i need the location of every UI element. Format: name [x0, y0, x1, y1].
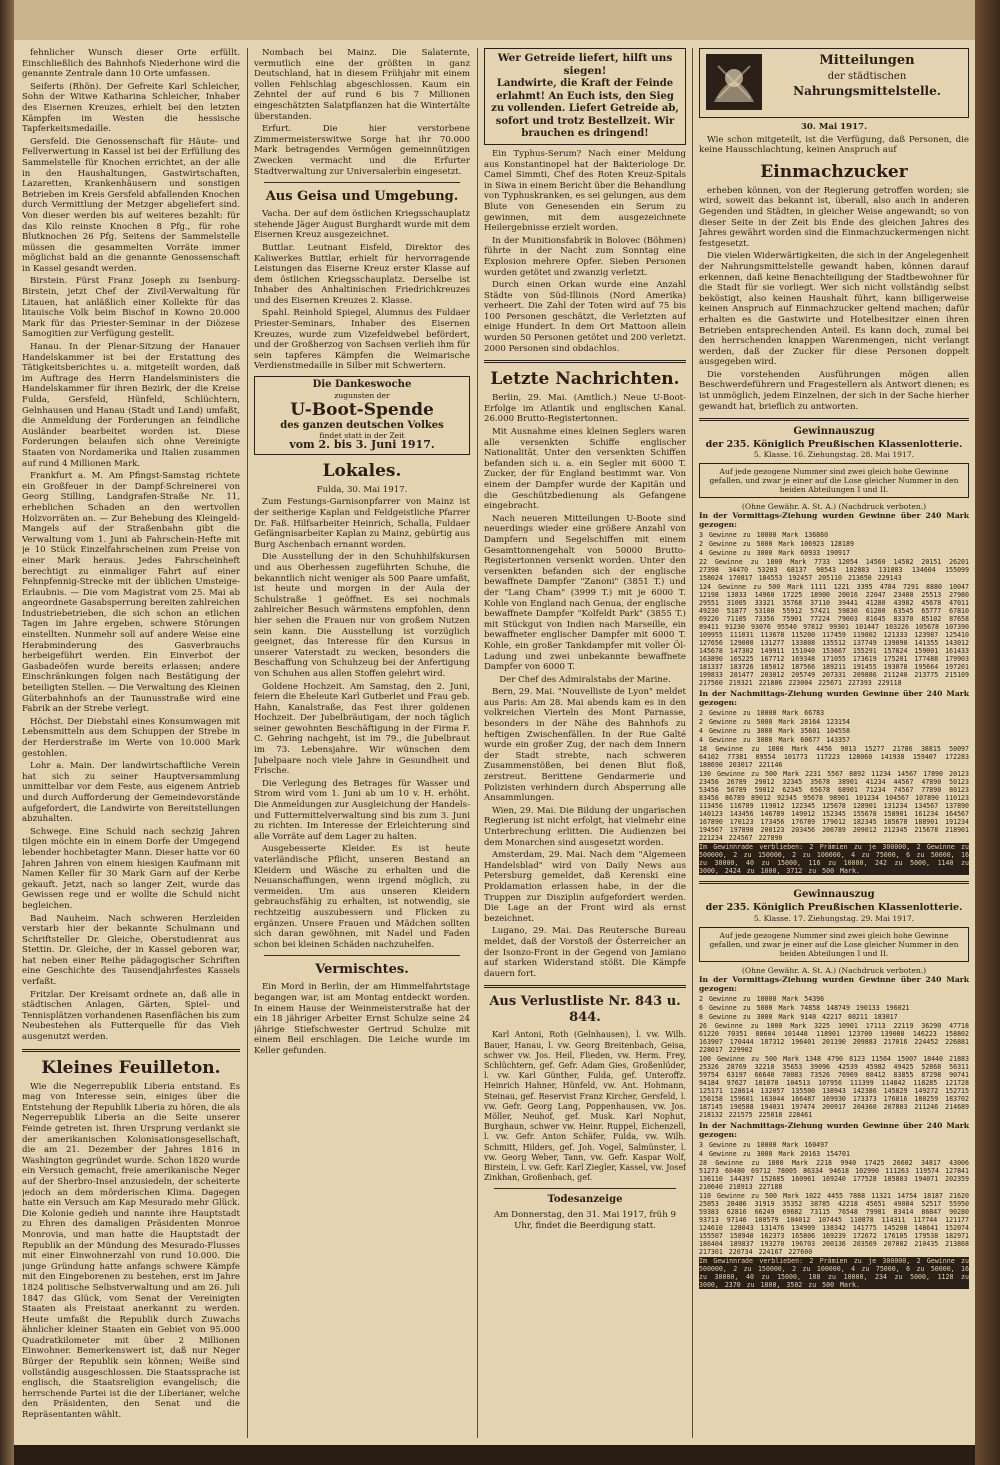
number-row: 26 Gewinne zu 1000 Mark 3225 10901 17113 22119 36290 47718 61220 70351 88604 101448 118901 123700 139008 146223 158802 163907 170444 187312 196401 201190 209883 217016 224452 226881 228017 229902: [699, 1021, 969, 1054]
number-row: 28 Gewinne zu 1000 Mark 2218 9940 17425 26602 34817 43006 51273 60480 69712 78005 86334 94618 102990 111263 119574 127841 136110 144397 152685 160961 169240 177528 185803 194071 202359 210640 218913 227188: [699, 1158, 969, 1191]
nahrungsmittelstelle-header: [699, 48, 969, 118]
number-row: 100 Gewinne zu 500 Mark 1348 4790 8123 11564 15007 18440 21883 25326 28769 32210 35653 39096 42539 45982 49425 52868 56311 59754 63197 66640 70083 73526 76969 80412 83855 87298 90741 94184 97627 101070 104513 107956 111399 114842 118285 121728 125171 128614 132057 135500 138943 142386 145829 149272 152715 156158 159601 163044 166487 169930 173373 176816 180259 183702 187145 190588 194031 197474 200917 204360 207803 211246 214689 218132 221575 225018 228461: [699, 1054, 969, 1119]
article-text: Fritzlar. Der Kreisamt ordnete an, daß alle in städtischen Anlagen, Gärten, Spiel- und Tennisplätzen vorhandenen Rasenflächen bis zum Neubestehen als Futterquelle für das Vieh ausgenutzt werden.: [22, 989, 240, 1043]
article-text: Frankfurt a. M. Am Pfingst-Samstag richtete ein Großfeuer in der Dampf-Schreinerei von Georg Stilling, Landgrafen-Straße Nr. 11, erheblichen Schaden an den wertvollen Holzvorräten an. — Zur Behebung des Kleingeld-Mangels auf der Straßenbahn gibt die Verwaltung vom 1. Juni ab Fahrschein-Hefte mit je 10 Stück Einzelfahrscheinen zum Preise von einer Mark heraus. Jedes Fahrscheinheft berechtigt zu einmaliger Fahrt auf einer Fehnpfennig-Strecke mit der üblichen Umsteige-Erlaubnis. — Die vom Magistrat vom 25. Mai ab angeordnete Gasabsperrung bereiten zahlreichen Industriebetrieben, die sich schon an etlichen Tagen im Jahre ergeben, schwere Störungen einstellten. Nunmehr soll auf andere Weise eine Herabminderung des Gasverbrauchs herbeigeführt werden. Ein Einverbot der Gasbadeöfen wurde bereits erlassen; andere Einschränkungen folgen nach Bestätigung der beteiligten Stellen. — Die Verwaltung des Kleinen Güterbahnhofs an der Taunusstraße wird eine Fabrik an der Strebe verlegt.: [22, 471, 240, 715]
notice-line: zugunsten der: [334, 390, 390, 400]
article-text: Wie die Negerrepublik Liberia entstand. Es mag von Interesse sein, einiges über die Entstehung der Republik Liberia zu hören, die als Negerrepublik Liberia an die Seite unserer Feinde getreten ist. Ihren Ursprung verdankt sie der amerikanischen Kolonisationsgesellschaft, die am 21. Dezember der Jahres 1816 in Washington gegründet wurde. Schon 1820 wurde ein Versuch gemacht, freie amerikanische Neger auf der Sherbro-Insel anzusiedeln, der scheiterte jedoch an dem mörderischen Klima. Dagegen hatte ein Versuch am Kap Mesurado mehr Glück. Die Kolonie gedieh und nannte ihre Hauptstadt zu Ehren des damaligen Präsidenten Monroe Monrovia, und man hatte die Hauptstadt der Republik an der Mündung des Mesurado-Flusses mit einer Einwohnerzahl von rund 10.000. Die junge Gründung hatte anfangs schwere Kämpfe mit den Eingeborenen zu bestehen, erst im Jahre 1824 politische Selbstverwaltung und am 26. Juli 1847 das Glück, vom Senat der Vereinigten Staaten als Freistaat anerkannt zu werden. Heute umfaßt die Republik durch Zuwachs ähnlicher kleiner Staaten ein Gebiet von 95.000 Quadratkilometer mit über 2 Millionen Einwohner. Bemerkenswert ist, daß nur Neger Bürger der Republik sein können; Weiße sind vollständig ausgeschlossen. Die Staatssprache ist englisch, die Staatsreligion evangelisch; die herrschende Partei ist die der Liberianer, welche den Präsidenten, den Senat und die Repräsentanten wählt.: [22, 1081, 240, 1421]
appeal-title: Wer Getreide liefert, hilft uns siegen!: [497, 52, 673, 77]
lottery-session: In der Vormittags-Ziehung wurden Gewinne über 240 Mark gezogen:: [699, 511, 969, 530]
number-row: 18 Gewinne zu 1000 Mark 4456 9013 15277 21786 38815 50097 64102 77381 89554 101773 117223 128060 141938 159407 172283 188690 203017 221146: [699, 745, 969, 770]
notice-text: Am Donnerstag, den 31. Mai 1917, früh 9 Uhr, findet die Beerdigung statt.: [494, 1209, 676, 1231]
header-line: der städtischen: [827, 71, 907, 82]
number-row: 3 Gewinne zu 10000 Mark 136860: [699, 531, 829, 540]
article-text: Vacha. Der auf dem östlichen Kriegsschauplatz stehende Jäger August Burghardt wurde mit dem Eisernen Kreuz ausgezeichnet.: [254, 209, 470, 241]
article-text: Lugano, 29. Mai. Das Reutersche Bureau meldet, daß der Vorstoß der Österreicher an der Isonzo-Front in der Gegend von Jamiano auf starken Widerstand stößt. Die Kämpfe dauern fort.: [484, 926, 686, 979]
top-margin: [14, 0, 975, 40]
number-row: 3 Gewinne zu 10000 Mark 160497: [699, 1140, 829, 1149]
number-row: 4 Gewinne zu 3000 Mark 60677 143357: [699, 736, 850, 745]
city-crest-icon: [704, 52, 764, 112]
section-heading-lokales: Lokales.: [322, 460, 402, 481]
binding-gutter: [0, 0, 14, 1465]
article-text: Berlin, 29. Mai. (Amtlich.) Neue U-Boot-Erfolge im Atlantik und englischen Kanal. 26.000 Brutto-Registertonnen.: [484, 393, 686, 425]
article-text: Lohr a. Main. Der landwirtschaftliche Verein hat sich zu seiner Hauptversammlung unmittelbar vor dem Feste, aus eigenem Antrieb und durch Aufforderung der Gemeindevorstände aufgefordert, die Landwirte von Bereitstellungen abzuhalten.: [22, 761, 240, 825]
article-text: Die Ausstellung der in den Schuhhilfskursen und aus Oberhessen zugeführten Schuhe, die bekanntlich nicht weniger als 500 Paare umfaßt, ist heute und morgen in der Aula der Schulstraße 1 geöffnet. Es sei nochmals zahlreicher Besuch wärmstens empfohlen, denn hier sehen die Frauen nur von großem Nutzen sein kann. Die Ausstellung ist vorzüglich geeignet, das Interesse für den Kursus in unserer Vaterstadt zu wecken, besonders die Beschaffung von Schuhzeug bei der Anfertigung von Schuhen aus allen Stoffen gelehrt wird.: [254, 552, 470, 679]
casualty-list: Karl Antoni, Roth (Gelnhausen), l. vw. Wilh. Bauer, Hanau, l. vw. Georg Breitenbach, Geisa, schwer vw. Jos. Heil, Flieden, vw. Herm. Frey, Schlüchtern, gef. Gefr. Adam Gies, Großenlüder, l. vw. Karl Günther, Fulda, gef. Unteroffz. Heinrich Hahner, Hünfeld, vw. Ant. Hohmann, Steinau, gef. Reservist Franz Kircher, Gersfeld, l. vw. Gefr. Georg Lang, Poppenhausen, vw. Jos. Möller, Neuhof, gef. Musk. Karl Nophut, Burghaun, schwer vw. Heinr. Ruppel, Eichenzell, l. vw. Gefr. Anton Schäfer, Fulda, vw. Wilh. Schmitt, Hilders, gef. Joh. Vogel, Salmünster, l. vw. Georg Weber, Tann, vw. Gefr. Kaspar Wolf, Birstein, l. vw. Gefr. Karl Ziegler, Kassel, vw. Josef Zinkhan, Großenbach, gef.: [484, 1030, 686, 1183]
divider: [494, 1188, 676, 1189]
header-line: Mitteilungen: [819, 53, 915, 68]
divider: [484, 360, 686, 363]
article-text: Die vorstehenden Ausführungen mögen allen Beschwerdeführern und Fragestellern als Antwort dienen; es ist unmöglich, jedem Einzelnen, der sich in der Sache hierher gewandt hat, brieflich zu antworten.: [699, 369, 969, 412]
number-row: 8 Gewinne zu 3000 Mark 9140 42217 80211 183017: [699, 1012, 898, 1021]
remaining-prizes: Im Gewinnrade verblieben: 2 Prämien zu je 300000, 2 Gewinne zu 500000, 2 zu 150000, 2 zu 100000, 4 zu 75000, 6 zu 50000, 16 zu 30000, 40 zu 15000, 116 zu 10000, 242 zu 5000, 1140 zu 3000, 2424 zu 1000, 3712 zu 500 Mark.: [699, 843, 969, 876]
lottery-numbers: [699, 531, 969, 687]
article-text: Erfurt. Die hier verstorbene Zimmermeisterswitwe Sorge hat ihr 70.000 Mark betragendes Vermögen gemeinnützigen Zwecken vermacht und die Erfurter Stadtverwaltung zur Universalerbin eingesetzt.: [254, 124, 470, 177]
section-heading-letzte-nachrichten: Letzte Nachrichten.: [490, 369, 680, 390]
article-text: In der Munitionsfabrik in Bolovec (Böhmen) führte in der Nacht zum Sonntag eine Explosion mehrere Opfer. Sieben Personen wurden getötet und zwanzig verletzt.: [484, 235, 686, 278]
section-heading-verlustliste: Aus Verlustliste Nr. 843 u. 844.: [489, 994, 681, 1026]
article-text: Durch einen Orkan wurde eine Anzahl Städte von Süd-Illinois (Nord Amerika) verheert. Die Zahl der Toten wird auf 75 bis 100 Personen geschätzt, die Verletzten auf einige Hundert. In dem Ort Mattoon allein wurden 50 Personen getötet und 200 verletzt. 2000 Personen sind obdachlos.: [484, 280, 686, 354]
article-text: Ein Mord in Berlin, der am Himmelfahrtstage begangen war, ist am Montag entdeckt worden. In einem Hause der Weinmeisterstraße hat der ein 18 jähriger Arbeiter Ernst Schulze seine 24 jährige Stiefschwester Gertrud Schulze mit einem Beil erschlagen. Die Leiche wurde im Keller gefunden.: [254, 982, 470, 1056]
article-text: Gersfeld. Die Genossenschaft für Häute- und Fellverwertung in Kassel ist bei der Erfüllung des Sammelstelle für Knochen errichtet, an der alle in den Haushaltungen, Gastwirtschaften, Lazaretten, Krankenhäusern und sonstigen Betrieben im Kreis Gersfeld abfallenden Knochen durch Vermittlung der Metzger abgeliefert sind. Von dieser werden bis auf weiteres bezahlt: für das Kilo reinste Knochen 8 Pfg., für rohe Blutknochen 26 Pfg. Seitens der Sammelstelle müssen die gesammelten Vorräte immer möglichst bald an die genannte Genossenschaft in Kassel gesandt werden.: [22, 136, 240, 274]
column-rule: [247, 48, 248, 1438]
lottery-note: Auf jede gezogene Nummer sind zwei gleich hohe Gewinne gefallen, und zwar je einer auf die Lose gleicher Nummer in den beiden Abteilungen I und II.: [699, 927, 969, 962]
lottery-disclaimer: (Ohne Gewähr. A. St. A.) (Nachdruck verboten.): [741, 965, 927, 975]
section-heading-vermischtes: Vermischtes.: [315, 962, 409, 978]
uboot-spende-notice: [254, 376, 470, 455]
divider: [484, 985, 686, 988]
notice-line: findet statt in der Zeit: [319, 431, 405, 441]
article-text: Bad Nauheim. Nach schweren Herzleiden verstarb hier der bekannte Schulmann und Schriftsteller Dr. Gleiche, Oberstudienrat aus Stettin. Dr. Gleiche, der in Kassel geboren war, hat neben einer Reihe pädagogischer Schriften eine Geschichte des Tausendjahrfestes Kassels verfaßt.: [22, 913, 240, 988]
divider: [699, 418, 969, 421]
notice-heading: Todesanzeige: [547, 1194, 623, 1206]
article-text: Mit Ausnahme eines kleinen Seglers waren alle versenkten Schiffe englischer Nationalität. Unter den versenkten Schiffen befanden sich u. a. ein Segler mit 6000 T. Zucker, der für England bestimmt war. Von einem der Dampfer wurde der Kapitän und die Geschützbedienung als Gefangene eingebracht.: [484, 427, 686, 512]
lottery-session: In der Vormittags-Ziehung wurden Gewinne über 240 Mark gezogen:: [699, 974, 969, 993]
dateline: 30. Mai 1917.: [800, 122, 868, 132]
number-row: 2 Gewinne zu 5000 Mark 28164 123154: [699, 718, 850, 727]
article-text: Die Verlegung des Betrages für Wasser und Strom wird vom 1. Juni ab um 10 v. H. erhöht. Die Anmeldungen zur Ausgleichung der Handels- und Futtermittelverwaltung sind bis zum 3. Juni zu richten. Im Interesse der Erleichterung sind alle Vorräte auf dem Lager zu halten.: [254, 778, 470, 842]
article-text: fehnlicher Wunsch dieser Orte erfüllt. Einschließlich des Bahnhofs Niederhone wird die genannte Zentrale dann 10 Orte umfassen.: [22, 48, 240, 80]
lottery-date: 5. Klasse. 16. Ziehungstag. 28. Mai 1917.: [753, 450, 915, 460]
signature-line: Der Chef des Admiralstabs der Marine.: [499, 674, 671, 685]
notice-date: vom 2. bis 3. Juni 1917.: [289, 438, 435, 452]
page-edge: [975, 0, 1000, 1465]
header-line: Nahrungsmittelstelle.: [793, 84, 941, 98]
article-text: Amsterdam, 29. Mai. Nach dem "Algemeen Handelsblad" wird von Daily News aus Petersburg gemeldet, daß Kerenski eine Proklamation erlassen habe, in der die Truppen zur Disziplin aufgefordert werden. Die Lage an der Front wird als ernst bezeichnet.: [484, 850, 686, 924]
lottery-name: der 235. Königlich Preußischen Klassenlotterie.: [705, 902, 963, 914]
article-text: Bern, 29. Mai. "Nouvelliste de Lyon" meldet aus Paris: Am 28. Mai abends kam es in den volkreichen Vierteln des Mont Parnasse, besonders in der Nähe des Bahnhofs zu heftigen Zwischenfällen. In der Rue Gaîté wurde ein großer Zug, der nach dem Innern der Stadt strebte, nach schweren Zusammenstößen, bei denen Blut floß, zerstreut. Berittene Gendarmerie und Polizisten verhindern durch Absperrung alle Ansammlungen.: [484, 687, 686, 804]
divider: [699, 881, 969, 884]
column-3: [484, 48, 686, 1438]
column-rule: [477, 48, 478, 1438]
notice-line: Die Dankeswoche: [312, 379, 412, 391]
number-row: 2 Gewinne zu 10000 Mark 66783: [699, 709, 825, 718]
article-text: Ausgebesserte Kleider. Es ist heute vaterländische Pflicht, unseren Bestand an Kleidern und Wäsche zu erhalten und die Neuanschaffungen, wenn irgend möglich, zu vermeiden. Um aus unseren Kleidern gebrauchsfähig zu erhalten, ist notwendig, sie rechtzeitig auszubessern und Flicken zu ergänzen. Unsere Frauen und Mädchen sollten sich daran gewöhnen, mit Nadel und Faden schon bei kleinen Schäden nachzuhelfen.: [254, 844, 470, 950]
number-row: 2 Gewinne zu 5000 Mark 106923 128189: [699, 540, 854, 549]
column-4: [699, 48, 969, 1438]
article-text: Goldene Hochzeit. Am Samstag, den 2. Juni, feiern die Eheleute Karl Gutberlet und Frau geb. Hahn, Kanalstraße, das Fest ihrer goldenen Hochzeit. Der Jubelbräutigam, der noch täglich seiner gewohnten Beschäftigung in der Firma F. C. Gehring nachgeht, ist im 79., die Jubelbraut im 73. Lebensjahre. Wir wünschen dem Jubelpaare noch viele Jahre in Gesundheit und Frische.: [254, 681, 470, 777]
remaining-prizes: Im Gewinnrade verblieben: 2 Prämien zu je 300000, 2 Gewinne zu 500000, 2 zu 150000, 2 zu 100000, 4 zu 75000, 6 zu 50000, 16 zu 30000, 40 zu 15000, 108 zu 10000, 234 zu 5000, 1128 zu 3000, 2370 zu 1000, 3502 zu 500 Mark.: [699, 1256, 969, 1289]
article-text: Höchst. Der Diebstahl eines Konsumwagen mit Lebensmitteln aus dem Schuppen der Strebe in der Herderstraße im Werte von 10.000 Mark gestohlen.: [22, 716, 240, 759]
section-heading-feuilleton: Kleines Feuilleton.: [41, 1057, 221, 1078]
appeal-text: Landwirte, die Kraft der Feinde erlahmt! An Euch ists, den Sieg zu vollenden. Liefert Getreide ab, sofort und trotz Bestellzeit. Wir brauchen es dringend!: [491, 78, 679, 140]
number-row: 124 Gewinne zu 500 Mark 1111 1221 3395 4784 7291 8880 10047 12198 13833 14960 17225 18900 20016 22047 23400 25513 27980 29551 31005 33321 35768 37110 39441 41280 43902 45678 47011 49230 51877 53100 55912 57421 59830 61200 63545 65777 67810 69220 71105 73356 75901 77224 79003 81645 83370 85102 87658 89411 91230 93076 95540 97812 99301 101447 103226 105678 107390 109955 111031 113678 115200 117459 119802 121333 123987 125410 127656 129000 131277 133808 135512 137749 139090 141355 143012 145678 147302 149911 151040 153667 155291 157824 159001 161433 163890 165225 167712 169348 171055 173619 175201 177488 179903 181337 183726 185012 187566 189211 191455 193078 195664 197201 199833 201477 203012 205749 207331 209886 211240 213775 215109 217560 219321 221886 223004 225671 227393 229118: [699, 583, 969, 688]
lottery-heading: Gewinnauszug: [793, 426, 875, 438]
lottery-numbers: [699, 995, 969, 1119]
article-text: Hanau. In der Plenar-Sitzung der Hanauer Handelskammer ist bei der Erstattung des Tätigkeitsberichtes u. a. mitgeteilt worden, daß im Auftrage des Herrn Handelsministers die Handelskammer für ihren Bezirk, der die Kreise Fulda, Gersfeld, Hünfeld, Schlüchtern, Gelnhausen und Hanau (Stadt und Land) umfaßt, die Anmeldung der Forderungen an feindliche Ausländer bearbeitet worden ist. Diese Forderungen belaufen sich ohne Vereinigte Staaten von Nordamerika und Italien zusammen auf rund 4 Millionen Mark.: [22, 342, 240, 469]
lottery-session: In der Nachmittags-Ziehung wurden Gewinne über 240 Mark gezogen:: [699, 689, 969, 708]
number-row: 2 Gewinne zu 10000 Mark 54396: [699, 994, 825, 1003]
number-row: 4 Gewinne zu 3000 Mark 35601 104558: [699, 727, 850, 736]
article-text: Birstein. Fürst Franz Joseph zu Isenburg-Birstein, jetzt Chef der Zivil-Verwaltung für Litauen, hat anläßlich einer Kollekte für das litauische Volk beim Bischof in Kowno 20.000 Mark für das Priester-Seminar in der Diözese Samogitien zur Verfügung gestellt.: [22, 276, 240, 340]
lottery-name: der 235. Königlich Preußischen Klassenlotterie.: [705, 438, 963, 450]
divider: [264, 182, 460, 183]
column-1: [22, 48, 240, 1438]
lottery-disclaimer: (Ohne Gewähr. A. St. A.) (Nachdruck verboten.): [741, 502, 927, 512]
notice-line: des ganzen deutschen Volkes: [280, 419, 444, 431]
lottery-numbers: [699, 709, 969, 875]
lottery-date: 5. Klasse. 17. Ziehungstag. 29. Mai 1917.: [753, 913, 915, 923]
article-text: Die vielen Widerwärtigkeiten, die sich in der Angelegenheit der Nahrungsmittelstelle gewandt haben, können darauf erkennen, daß keine Benachteiligung der Stadtbewohner für die Stadt für sie vorliegt. Wer sich nicht vollständig selbst beköstigt, also keinen Haushalt führt, kann billigerweise keinen Anspruch auf Einmachzucker geltend machen; dafür erhalten es die Gastwirte und Hotelbesitzer einen ihren Betrieben entsprechenden Anteil. Es kann doch, zumal bei den herrschenden knappen Warenmengen, nicht verlangt werden, daß der Zucker für diese Personen doppelt ausgegeben wird.: [699, 251, 969, 368]
lottery-note: Auf jede gezogene Nummer sind zwei gleich hohe Gewinne gefallen, und zwar je einer auf die Lose gleicher Nummer in den beiden Abteilungen I und II.: [699, 463, 969, 498]
article-text: Nach neueren Mitteilungen U-Boote sind neuerdings wieder eine größere Anzahl von Dampfern und Segelschiffen mit einem Gesamttonnengehalt von 50000 Brutto-Registertonnen versenkt worden. Unter den versenkten befanden sich der englische bewaffnete Dampfer "Zanoni" (3851 T.) und der "Lang Cham" (3999 T.) mit je 6000 T. Kohle von England nach Genua, der englische bewaffnete Dampfer "Kolfeldt Park" (3855 T.) mit Stückgut von Indien nach Marseille, ein bewaffneter englischer Dampfer mit 6000 T. Kohle, ein großer Tankdampfer mit voller Öl-Ladung und zwei unbekannte bewaffnete Dampfer von 6000 T.: [484, 513, 686, 673]
divider: [22, 1049, 240, 1052]
article-text: Buttlar. Leutnant Eisfeld, Direktor des Kaliwerkes Buttlar, erhielt für hervorragende Leistungen das Eiserne Kreuz erster Klasse auf dem östlichen Kriegsschauplatz. Derselbe ist Inhaber des Anhaltinischen Friedrichkreuzes und des Eisernen Kreuzes 2. Klasse.: [254, 242, 470, 306]
dateline: Fulda, 30. Mai 1917.: [316, 484, 408, 495]
article-text: Schwege. Eine Schuld nach sechzig Jahren tilgen möchte ein in einem Dorfe der Umgegend lebender hochbetagter Mann. Dieser hatte vor 60 Jahren Jahren von einem hiesigen Kaufmann mit Namen Keller für 30 Mark Garn auf der Kerbe gekauft. Jetzt, nach so langer Zeit, wurde das Gewissen rege und er wollte die Schuld nicht begleichen.: [22, 826, 240, 911]
column-2: [254, 48, 470, 1438]
einmachzucker-heading: Einmachzucker: [760, 161, 908, 182]
grain-appeal-box: [484, 48, 686, 145]
number-row: 4 Gewinne zu 3000 Mark 60933 190917: [699, 549, 850, 558]
divider: [264, 955, 460, 956]
article-text: Wie schon mitgeteilt, ist die Verfügung, daß Personen, die keine Hausschlachtung, keinen Anspruch auf: [699, 134, 969, 156]
notice-title: U-Boot-Spende: [290, 399, 434, 420]
number-row: 110 Gewinne zu 500 Mark 1022 4455 7888 11321 14754 18187 21620 25053 28486 31919 35352 38785 42218 45651 49084 52517 55950 59383 62816 66249 69682 73115 76548 79981 83414 86847 90280 93713 97146 100579 104012 107445 110878 114311 117744 121177 124610 128043 131476 134909 138342 141775 145208 148641 152074 155507 158940 162373 165806 169239 172672 176105 179538 182971 186404 189837 193270 196703 200136 203569 207002 210435 213868 217301 220734 224167 227600: [699, 1191, 969, 1256]
lottery-session: In der Nachmittags-Ziehung wurden Gewinne über 240 Mark gezogen:: [699, 1120, 969, 1139]
article-text: Spahl. Reinhold Spiegel, Alumnus des Fuldaer Priester-Seminars, Inhaber des Eisernen Kreuzes, wurde zum Vizefeldwebel befördert, und der Großherzog von Sachsen verlieh ihm für sein tapferes Kämpfen die Weimarische Verdienstmedaille in Silber mit Schwertern.: [254, 308, 470, 372]
number-row: 130 Gewinne zu 500 Mark 2231 5567 8892 11234 14567 17890 20123 23456 26789 29012 32345 35678 38901 41234 44567 47890 50123 53456 56789 59012 62345 65678 68901 71234 74567 77890 80123 83456 86789 89012 92345 95678 98901 101234 104567 107890 110123 113456 116789 119012 122345 125678 128901 131234 134567 137890 140123 143456 146789 149012 152345 155678 158901 161234 164567 167890 170123 173456 176789 179012 182345 185678 188901 191234 194567 197890 200123 203456 206789 209012 212345 215678 218901 221234 224567 227890: [699, 770, 969, 843]
article-text: erheben können, von der Regierung getroffen worden; sie wird, soweit das bekannt ist, überall, also auch in anderen Gegenden und Städten, in gleicher Weise angewandt; so von dieser Seite in der Zeit bis Ende des gleichen Jahres des Jahres gewährt worden sind die Einmachzuckermengen nicht festgesetzt.: [699, 185, 969, 249]
section-heading-geisa: Aus Geisa und Umgebung.: [265, 189, 459, 205]
column-rule: [692, 48, 693, 1438]
lottery-numbers: [699, 1141, 969, 1289]
lottery-heading: Gewinnauszug: [793, 889, 875, 901]
number-row: 22 Gewinne zu 1000 Mark 7733 12054 14560 14582 20151 26201 27398 34470 53283 68137 98543 102883 131883 134604 155099 158024 170817 184553 192457 205110 213650 229143: [699, 558, 969, 583]
article-text: Seiferts (Rhön). Der Gefreite Karl Schleicher, Sohn der Witwe Katharina Schleicher, Inhaber des Eisernen Kreuzes, erhielt bei den letzten Kämpfen im Westen die hessische Tapferkeitsmedaille.: [22, 81, 240, 135]
article-text: Wien, 29. Mai. Die Bildung der ungarischen Regierung ist nicht erfolgt, hat vielmehr eine Unterbrechung erlitten. Die Audienzen bei dem Monarchen sind ausgesetzt worden.: [484, 805, 686, 848]
article-text: Zum Festungs-Garnisonpfarrer von Mainz ist der seitherige Kaplan und Feldgeistliche Pfarrer Dr. Faß. Hilfsarbeiter Heinrich, Schalla, Fuldaer Gefängnisarbeiter Kaplan zu Mainz, gebürtig aus Burg Aschenbach ernannt worden.: [254, 497, 470, 550]
article-text: Nombach bei Mainz. Die Salaternte, vermutlich eine der größten in ganz Deutschland, hat in diesem Frühjahr mit einem vollen Fehlschlag abgeschlossen. Kaum ein Zehntel der auf rund 6 bis 7 Millionen eingeschätzten Salatpflanzen hat die Wintertälte überstanden.: [254, 48, 470, 122]
article-text: Ein Typhus-Serum? Nach einer Meldung aus Konstantinopel hat der Bakteriologe Dr. Camel Simmti, Chef des Roten Kreuz-Spitals in Siwa in einem Bericht über die Behandlung von Typhuskranken, es sei gelungen, aus dem Blute von Genesenden ein Serum zu gewinnen, mit dem ausgezeichnete Heilergebnisse erzielt worden.: [484, 148, 686, 234]
number-row: 6 Gewinne zu 5000 Mark 74858 148749 190133 196021: [699, 1003, 910, 1012]
number-row: 4 Gewinne zu 3000 Mark 20163 154701: [699, 1149, 850, 1158]
